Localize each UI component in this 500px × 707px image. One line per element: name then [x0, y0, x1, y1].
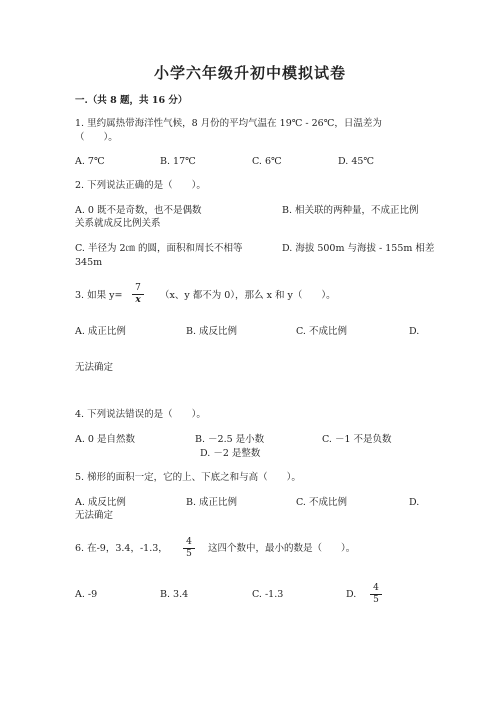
- q2-option-d-cont: 345m: [75, 257, 103, 268]
- q4-stem: 4. 下列说法错误的是（ ）。: [75, 409, 206, 420]
- q6-option-c: C. -1.3: [252, 589, 284, 600]
- q6-fraction: [182, 537, 196, 560]
- q6-option-b: B. 3.4: [160, 589, 189, 600]
- q6-fraction-numerator: 4: [186, 537, 192, 547]
- q2-option-d: D. 海拔 500m 与海拔 - 155m 相差: [282, 243, 435, 254]
- page-title: 小学六年级升初中模拟试卷: [153, 64, 346, 82]
- q6-fraction-denominator: 5: [186, 549, 192, 559]
- q3-stem-prefix: 3. 如果 y=: [75, 290, 123, 301]
- q4-option-b: B. －2.5 是小数: [195, 434, 265, 445]
- q1-option-c: C. 6℃: [252, 156, 282, 167]
- q6-option-d: D.: [346, 589, 357, 600]
- q3-fraction-numerator: 7: [135, 283, 141, 293]
- q3-option-a: A. 成正比例: [75, 326, 126, 337]
- q2-stem: 2. 下列说法正确的是（ ）。: [75, 180, 206, 191]
- q3-option-d: D.: [409, 326, 420, 337]
- q3-fraction: [131, 283, 145, 306]
- q3-option-d-cont: 无法确定: [75, 362, 114, 373]
- q2-option-a: A. 0 既不是奇数，也不是偶数: [75, 205, 202, 216]
- q6-option-d-denominator: 5: [373, 595, 379, 605]
- q3-option-c: C. 不成比例: [296, 326, 347, 337]
- q1-stem-line2: （ ）。: [75, 132, 118, 143]
- q1-stem-line1: 1. 里约属热带海洋性气候，8 月份的平均气温在 19℃ - 26℃，日温差为: [75, 118, 382, 129]
- q5-option-a: A. 成反比例: [75, 497, 126, 508]
- q5-option-c: C. 不成比例: [296, 497, 347, 508]
- q6-stem-prefix: 6. 在-9，3.4，-1.3，: [75, 543, 168, 554]
- q6-option-d-numerator: 4: [373, 583, 379, 593]
- q1-option-d: D. 45℃: [338, 156, 375, 167]
- q1-option-b: B. 17℃: [160, 156, 196, 167]
- q5-option-d-cont: 无法确定: [75, 510, 114, 521]
- q1-option-a: A. 7℃: [75, 156, 105, 167]
- q4-option-c: C. －1 不是负数: [322, 434, 392, 445]
- q6-option-a: A. -9: [75, 589, 98, 600]
- q3-option-b: B. 成反比例: [186, 326, 238, 337]
- q2-option-b-cont: 关系就成反比例关系: [75, 218, 161, 229]
- q2-option-b: B. 相关联的两种量，不成正比例: [282, 205, 419, 216]
- q5-option-d: D.: [409, 497, 420, 508]
- q4-option-a: A. 0 是自然数: [75, 434, 135, 445]
- q3-fraction-denominator: x: [135, 295, 141, 305]
- q6-option-d-fraction: [369, 583, 383, 606]
- section-heading: 一.（共 8 题，共 16 分）: [75, 95, 188, 106]
- q5-option-b: B. 成正比例: [186, 497, 238, 508]
- q4-option-d: D. －2 是整数: [200, 448, 261, 459]
- q2-option-c: C. 半径为 2㎝ 的圆，面积和周长不相等: [75, 243, 243, 254]
- q5-stem: 5. 梯形的面积一定，它的上、下底之和与高（ ）。: [75, 472, 301, 483]
- q6-stem-suffix: 这四个数中，最小的数是（ ）。: [208, 543, 356, 554]
- q3-stem-suffix: （x、y 都不为 0），那么 x 和 y（ ）。: [160, 290, 336, 301]
